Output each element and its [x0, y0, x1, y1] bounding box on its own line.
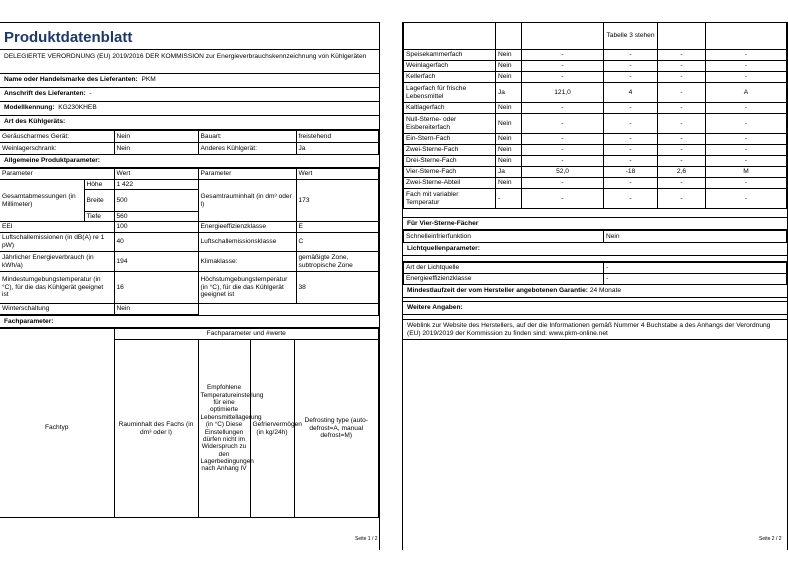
compartment-volume: - [522, 134, 604, 145]
type-table [0, 130, 379, 155]
col-header: Parameter [0, 169, 114, 180]
appliance-type-line [0, 116, 379, 130]
compartment-name: Kellerfach [404, 72, 496, 83]
table-row [404, 134, 787, 145]
compartment-freezing: - [658, 189, 706, 209]
compartment-name: Ein-Stern-Fach [404, 134, 496, 145]
type-param: Bauart: [198, 131, 296, 143]
compartment-present: Ja [496, 167, 522, 178]
compartment-name: Drei-Sterne-Fach [404, 156, 496, 167]
param-value: E [296, 222, 378, 233]
col-header: Parameter [198, 169, 296, 180]
col-freezing-capacity: Gefriervermögen (in kg/24h) [250, 340, 294, 518]
table-row [0, 143, 379, 155]
page-1 [0, 22, 380, 550]
compartment-present: Nein [496, 61, 522, 72]
supplier-address-line [0, 88, 379, 102]
compartment-temperature: - [604, 134, 658, 145]
param-name: Klimaklasse: [198, 252, 296, 272]
compartment-temperature: - [604, 114, 658, 134]
compartment-temperature: - [604, 103, 658, 114]
compartment-freezing: - [658, 156, 706, 167]
compartment-defrost: - [706, 61, 787, 72]
dim-value: 560 [114, 212, 198, 222]
supplier-name-line [0, 74, 379, 88]
compartment-defrost: - [706, 134, 787, 145]
compartment-volume: - [522, 145, 604, 156]
compartment-present: Nein [496, 134, 522, 145]
compartment-defrost: - [706, 114, 787, 134]
param-value: gemäßigte Zone, subtropische Zone [296, 252, 378, 272]
page-number: Seite 1 / 2 [355, 536, 378, 542]
col-header: Wert [296, 169, 378, 180]
page-2 [402, 22, 788, 550]
compartment-defrost: - [706, 189, 787, 209]
param-value: 16 [114, 272, 198, 304]
compartment-present: Nein [496, 50, 522, 61]
light-source-table [403, 262, 787, 285]
table-row [404, 23, 787, 50]
compartment-freezing: - [658, 72, 706, 83]
table-row [0, 304, 379, 315]
col-volume: Rauminhalt des Fachs (in dm³ oder l) [114, 340, 198, 518]
manufacturer-weblink: Weblink zur Website des Herstellers, auf der die Informationen gemäß Nummer 4 Buchstabe a des Anhangs der Verordnung (EU) 2019/2019 der Kommission zu finden sind: www.pkm-online.net [403, 319, 787, 340]
general-params-label: Allgemeine Produktparameter: [4, 157, 101, 164]
light-source-label: Lichtquellenparameter: [407, 245, 480, 252]
compartment-volume: - [522, 114, 604, 134]
regulation-intro: DELEGIERTE VERORDNUNG (EU) 2019/2016 DER KOMMISSION zur Energieverbrauchskennzeichnung von Kühlgeräten [0, 50, 379, 74]
table-row [404, 178, 787, 189]
light-class-label: Energieeffizienzklasse [404, 274, 604, 285]
dim-key: Höhe [84, 180, 114, 190]
compartment-defrost: - [706, 156, 787, 167]
type-value: Ja [296, 143, 379, 155]
supplier-address-value: - [89, 90, 92, 97]
compartment-defrost: - [706, 72, 787, 83]
table-row [404, 156, 787, 167]
compartment-volume: - [522, 156, 604, 167]
param-value: 40 [114, 233, 198, 252]
more-info-label: Weitere Angaben: [407, 304, 463, 311]
table-row [0, 180, 379, 190]
table-row [0, 252, 379, 272]
compartment-volume: - [522, 178, 604, 189]
type-value: Nein [114, 131, 198, 143]
table-row [404, 167, 787, 178]
four-star-line [403, 217, 787, 230]
compartment-temperature: 4 [604, 83, 658, 103]
table-row [404, 114, 787, 134]
compartment-temperature: - [604, 145, 658, 156]
compartment-volume: 52,0 [522, 167, 604, 178]
dim-value: 500 [114, 190, 198, 212]
warranty-label: Mindestlaufzeit der vom Hersteller angebotenen Garantie: [407, 287, 589, 294]
compartment-values-header: Fachparameter und #werte [114, 329, 379, 340]
type-value: freistehend [296, 131, 379, 143]
compartment-freezing: - [658, 114, 706, 134]
compartment-present: Nein [496, 103, 522, 114]
compartment-name: Speisekammerfach [404, 50, 496, 61]
compartment-defrost: - [706, 178, 787, 189]
compartment-volume: 121,0 [522, 83, 604, 103]
compartment-volume: - [522, 61, 604, 72]
type-value: Nein [114, 143, 198, 155]
compartment-freezing: - [658, 145, 706, 156]
supplier-address-label: Anschrift des Lieferanten: [4, 90, 86, 97]
page-title: Produktdatenblatt [0, 22, 379, 50]
compartment-name: Lagerfach für frische Lebensmittel [404, 83, 496, 103]
compartment-temperature: - [604, 61, 658, 72]
table-row [0, 272, 379, 304]
supplier-name-value: PKM [141, 76, 156, 83]
param-name: Energieeffizienzklasse [198, 222, 296, 233]
compartment-freezing: - [658, 61, 706, 72]
more-info-line [403, 302, 787, 315]
compartment-header-table [0, 328, 379, 518]
type-param: Weinlagerschrank: [0, 143, 114, 155]
table-row [0, 131, 379, 143]
compartment-temperature: - [604, 72, 658, 83]
winter-label: Winterschaltung [0, 304, 114, 315]
param-name: Jährlicher Energieverbrauch (in kWh/a) [0, 252, 114, 272]
volume-value: 173 [296, 180, 378, 222]
compartment-name: Null-Sterne- oder Eisbereiterfach [404, 114, 496, 134]
compartment-freezing: - [658, 50, 706, 61]
quick-freeze-label: Schnelleinfrierfunktion [404, 231, 604, 243]
model-label: Modellkennung: [4, 104, 55, 111]
general-params-table [0, 168, 379, 315]
table-row [404, 83, 787, 103]
table-row [404, 189, 787, 209]
table-row [0, 340, 379, 518]
param-name: Luftschallemissionsklasse [198, 233, 296, 252]
compartment-volume: - [522, 103, 604, 114]
compartment-defrost: A [706, 83, 787, 103]
model-value: KG230KHEB [58, 104, 97, 111]
compartment-present: Nein [496, 114, 522, 134]
table-row [404, 145, 787, 156]
dim-key: Tiefe [84, 212, 114, 222]
compartment-present: Ja [496, 83, 522, 103]
col-defrost-type: Defrosting type (auto-defrost=A, manual defrost=M) [294, 340, 379, 518]
compartment-defrost: - [706, 103, 787, 114]
dims-label: Gesamtabmessungen (in Millimeter) [0, 180, 84, 222]
compartment-params-line [0, 315, 379, 328]
table-row [0, 222, 379, 233]
compartment-freezing: - [658, 178, 706, 189]
light-type-label: Art der Lichtquelle [404, 263, 604, 274]
compartment-temperature: - [604, 178, 658, 189]
light-source-line [403, 243, 787, 256]
compartment-volume: - [522, 50, 604, 61]
compartment-present: Nein [496, 72, 522, 83]
compartment-present: Nein [496, 145, 522, 156]
model-line [0, 102, 379, 116]
param-name: Höchstumgebungstemperatur (in °C), für die das Kühlgerät geeignet ist [198, 272, 296, 304]
table-row [0, 329, 379, 340]
dim-key: Breite [84, 190, 114, 212]
compartment-freezing: - [658, 134, 706, 145]
compartment-defrost: - [706, 50, 787, 61]
appliance-type-label: Art des Kühlgeräts: [4, 118, 66, 125]
table-row [0, 169, 379, 180]
compartment-defrost: M [706, 167, 787, 178]
winter-value: Nein [114, 304, 198, 315]
compartment-name: Fach mit variabler Temperatur [404, 189, 496, 209]
quick-freeze-value: Nein [604, 231, 787, 243]
light-class-value: - [604, 274, 787, 285]
table-row [404, 263, 787, 274]
col-fachtyp: Fachtyp [0, 340, 114, 518]
col-header: Wert [114, 169, 198, 180]
light-type-value: - [604, 263, 787, 274]
param-value: C [296, 233, 378, 252]
table-row [0, 233, 379, 252]
compartment-name: Vier-Sterne-Fach [404, 167, 496, 178]
param-name: Luftschallemissionen (in dB(A) re 1 pW) [0, 233, 114, 252]
compartment-present: Nein [496, 178, 522, 189]
compartment-name: Zwei-Sterne-Fach [404, 145, 496, 156]
table-row [404, 103, 787, 114]
warranty-value: 24 Monate [589, 287, 622, 294]
type-param: Geräuscharmes Gerät: [0, 131, 114, 143]
general-params-line [0, 155, 379, 168]
type-param: Anderes Kühlgerät: [198, 143, 296, 155]
compartment-temperature: -18 [604, 167, 658, 178]
param-value: 194 [114, 252, 198, 272]
param-name: Mindestumgebungstemperatur (in °C), für die das Kühlgerät geeignet ist [0, 272, 114, 304]
dim-value: 1 422 [114, 180, 198, 190]
table-row [404, 61, 787, 72]
compartment-name: Weinlagerfach [404, 61, 496, 72]
compartment-table [403, 22, 787, 209]
table-row [404, 50, 787, 61]
compartment-name: Kaltlagerfach [404, 103, 496, 114]
quick-freeze-table [403, 230, 787, 243]
page-number: Seite 2 / 2 [759, 536, 782, 542]
table-row [404, 274, 787, 285]
supplier-name-label: Name oder Handelsmarke des Lieferanten: [4, 76, 138, 83]
four-star-label: Für Vier-Sterne-Fächer [407, 220, 479, 227]
compartment-temperature: - [604, 156, 658, 167]
param-value: 38 [296, 272, 378, 304]
compartment-params-label: Fachparameter: [4, 318, 54, 325]
compartment-freezing: - [658, 103, 706, 114]
col-temperature: Empfohlene Temperatureinstellung für eine optimierte Lebensmittellagerung (in °C) Diese Einstellungen dürfen nicht im Widerspruch zu den Lagerbedingungen nach Anhang IV [198, 340, 250, 518]
param-value: 100 [114, 222, 198, 233]
table-reference: Tabelle 3 stehen [604, 23, 658, 50]
warranty-line [403, 285, 787, 298]
compartment-volume: - [522, 189, 604, 209]
table-row [404, 72, 787, 83]
compartment-present: Nein [496, 156, 522, 167]
compartment-temperature: - [604, 189, 658, 209]
compartment-name: Zwei-Sterne-Abteil [404, 178, 496, 189]
compartment-freezing: - [658, 83, 706, 103]
table-row [404, 231, 787, 243]
volume-label: Gesamtrauminhalt (in dm³ oder l) [198, 180, 296, 222]
compartment-present: - [496, 189, 522, 209]
compartment-temperature: - [604, 50, 658, 61]
param-name: EEI [0, 222, 114, 233]
compartment-volume: - [522, 72, 604, 83]
compartment-freezing: 2,6 [658, 167, 706, 178]
compartment-defrost: - [706, 145, 787, 156]
